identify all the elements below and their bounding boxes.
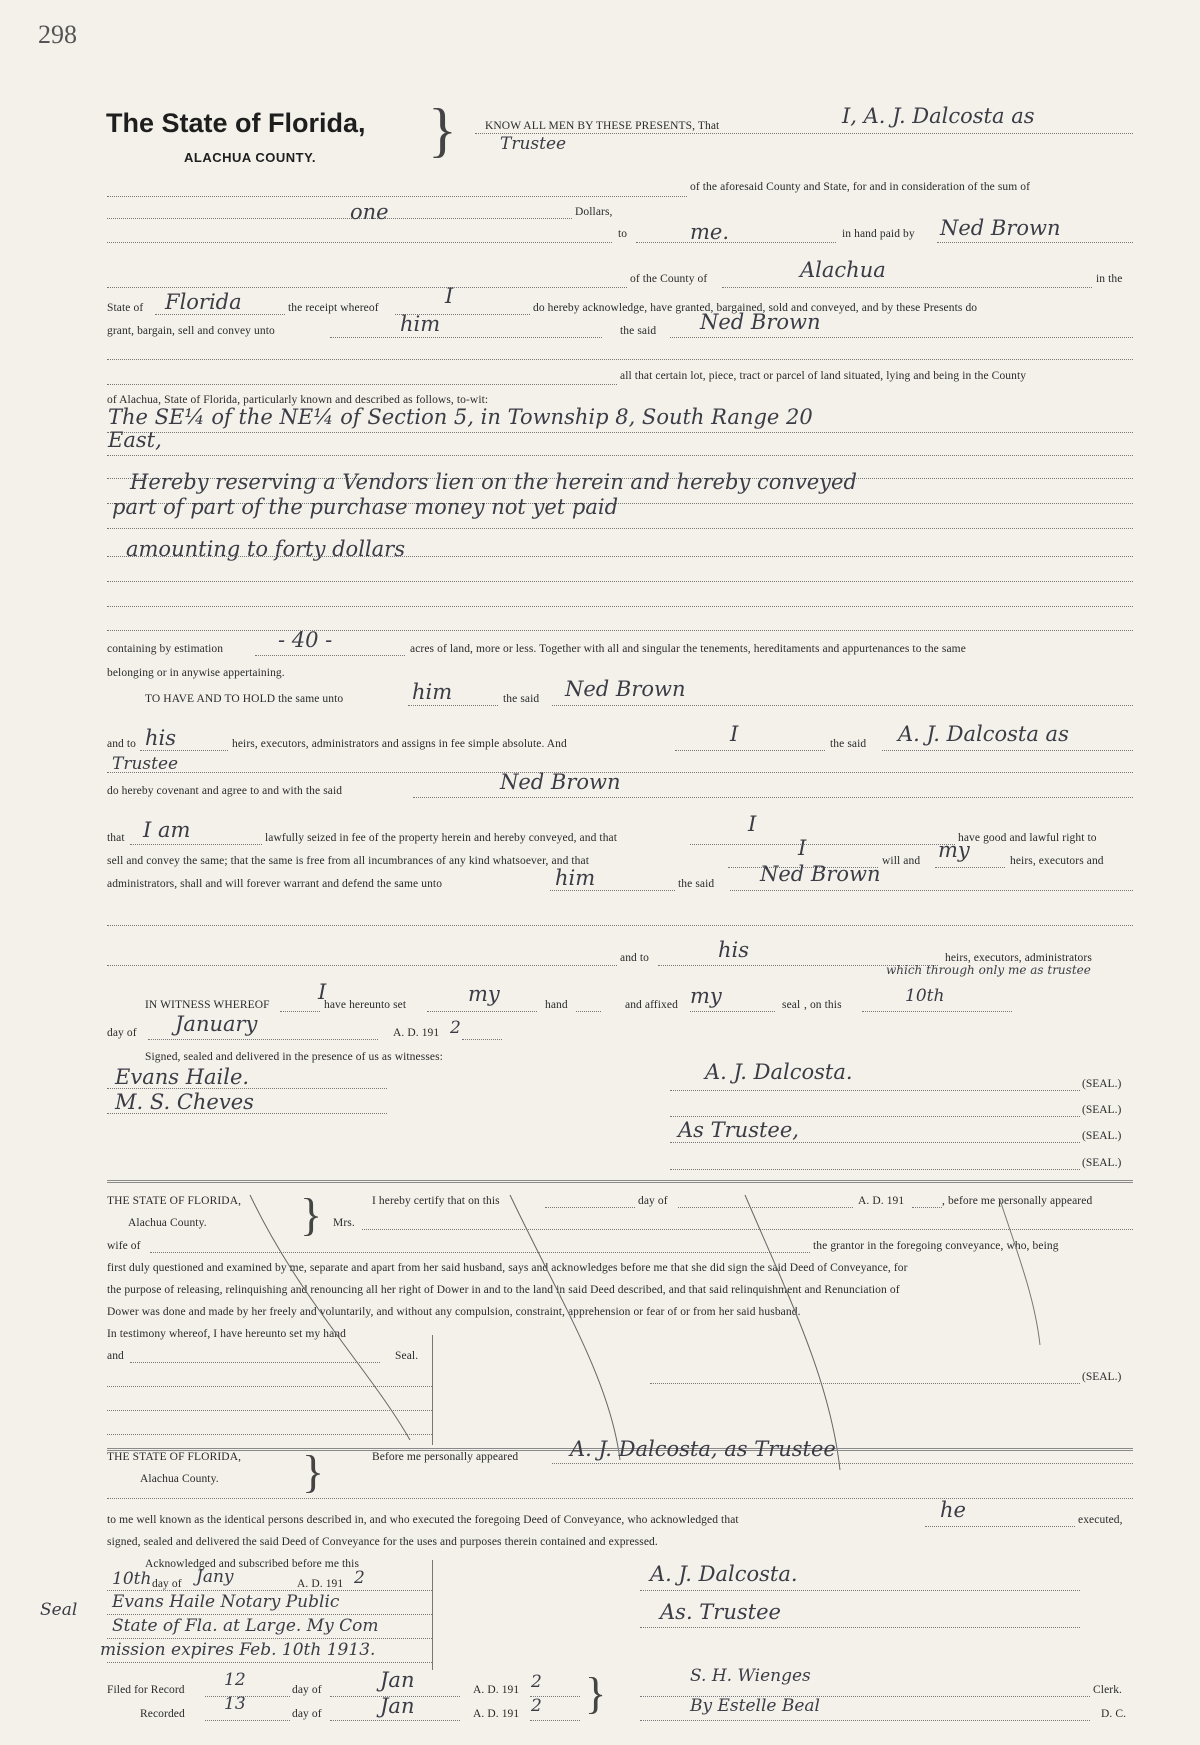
record-filed-month-hw: Jan	[380, 1668, 415, 1692]
grantee-pronoun-hw: him	[400, 312, 441, 336]
description-hw-4: part of part of the purchase money not yet paid	[112, 495, 619, 519]
affixed-hw: my	[690, 984, 722, 1008]
receipt-hw: I	[445, 284, 454, 308]
heirs-exec-2-text: heirs, executors, administrators	[945, 952, 1092, 964]
of-alachua-text: of Alachua, State of Florida, particularly known and described as follows, to-wit:	[107, 394, 489, 406]
ack-acknowledged: Acknowledged and subscribed before me this	[145, 1558, 360, 1570]
county-hw: Alachua	[800, 258, 886, 282]
notary-hw-1: Evans Haile Notary Public	[112, 1592, 340, 1612]
record-filed-day-of: day of	[292, 1684, 322, 1696]
record-filed-year-hw: 2	[531, 1672, 542, 1692]
heirs-text: heirs, executors, administrators and assigns in fee simple absolute. And	[232, 738, 567, 750]
state-title: The State of Florida,	[106, 108, 366, 138]
the-said-label: the said	[620, 325, 657, 337]
dower-state: THE STATE OF FLORIDA,	[107, 1195, 242, 1207]
admin-name-hw: Ned Brown	[760, 862, 881, 886]
description-hw-1: The SE¼ of the NE¼ of Section 5, in Township 8, South Range 20	[108, 405, 813, 429]
grantee-hw: Ned Brown	[700, 310, 821, 334]
deed-intro: KNOW ALL MEN BY THESE PRESENTS, That	[485, 120, 720, 132]
dower-line-1: first duly questioned and examined by me, separate and apart from her said husband, says and acknowledges before me that she did sign the said Deed of Conveyance, for	[107, 1262, 908, 1274]
assigns-hw: which through only me as trustee	[886, 963, 1091, 977]
record-rec-day-hw: 13	[224, 1694, 246, 1714]
record-rec-day-of: day of	[292, 1708, 322, 1720]
dower-grantor: the grantor in the foregoing conveyance, who, being	[813, 1240, 1059, 1252]
and-affixed-label: and affixed	[625, 999, 678, 1011]
ack-month-hw: Jany	[196, 1567, 234, 1587]
record-filed-ad: A. D. 191	[473, 1684, 520, 1696]
have-set-label: have hereunto set	[324, 999, 407, 1011]
do-hereby-text: do hereby acknowledge, have granted, bargained, sold and conveyed, and by these Presents do	[533, 302, 978, 314]
have-said-label: the said	[503, 693, 540, 705]
to-hw: me.	[690, 220, 730, 244]
seal-label-3: (SEAL.)	[1082, 1130, 1122, 1142]
description-hw-2: East,	[108, 428, 162, 452]
notary-hw-3: mission expires Feb. 10th 1913.	[100, 1640, 376, 1660]
dower-mrs: Mrs.	[333, 1217, 355, 1229]
all-that-text: all that certain lot, piece, tract or parcel of land situated, lying and being in the County	[620, 370, 1027, 382]
will-hw: my	[938, 838, 970, 862]
have-good-text: have good and lawful right to	[958, 832, 1097, 844]
witness-2-hw: M. S. Cheves	[115, 1090, 254, 1114]
containing-label: containing by estimation	[107, 643, 224, 655]
ack-line-2: signed, sealed and delivered the said Deed of Conveyance for the uses and purposes therein contained and expressed.	[107, 1536, 658, 1548]
that-label: that	[107, 832, 125, 844]
ack-year-hw: 2	[354, 1568, 365, 1588]
deed-page: 298 The State of Florida, ALACHUA COUNTY. } KNOW ALL MEN BY THESE PRESENTS, That I, A. J. Dalcosta as Trustee of the aforesaid County and State, for and in consideration of the sum of one Dollars, to me. in hand paid by Ned Brown of the County of Alachua in the State of Florida the receipt whereof I do hereby acknowledge, have granted, bargained, sold and conveyed, and by these Presents do grant, bargain, sell and convey unto him the said Ned Brown all that certain lot, piece, tract or parcel of land situated, lying and being in the County of Alachua, State of Florida, particularly known and described as follows, to-wit: The SE¼ of the NE¼ of Section 5, in Township 8, South Range 20 East, Hereby reserving a Vendors lien on the herein and hereby conveyed part of part of the purchase money not yet paid amounting to forty dollars containing by estimation - 40 - acres of land, more or less. Together with all and singular the tenements, hereditaments and appurtenances to the same belonging or in anywise appertaining. TO HAVE AND TO HOLD the same unto him the said Ned Brown and to his heirs, executors, administrators and assigns in fee simple absolute. And I the said A. J. Dalcosta as Trustee do hereby covenant and agree to and with the said Ned Brown that I am lawfully seized in fee of the property herein and hereby conveyed, and that I have good and lawful right to sell and convey the same; that the same is free from all incumbrances of any kind whatsoever, and that I will and my heirs, executors and administrators, shall and will forever warrant and defend the same unto him the said Ned Brown and to his heirs, executors, administrators which through only me as trustee IN WITNESS WHEREOF I have hereunto set my hand and affixed my seal , on this 10th day of January A. D. 191 2 Signed, sealed and delivered in the presence of us as witnesses: Evans Haile. M. S. Cheves A. J. Dalcosta. (SEAL.) (SEAL.) As Trustee, (SEAL.) (SEAL.) THE STATE OF FLORIDA, Alachua County. } I hereby certify that on this day of A. D. 191 , before me personally appeared Mrs. wife of the grantor in the foregoing conveyance, who, being first duly questioned and examined by me, separate and apart from her said husband, says and acknowledges before me that she did sign the said Deed of Conveyance, for the purpose of releasing, relinquishing and renouncing all her right of Dower in and to the land in said Deed described, and that said relinquishment and Renunciation of Dower was done and made by her freely and voluntarily, and without any compulsion, constraint, apprehension or fear of or from her said husband. In testimony whereof, I have hereunto set my hand and Seal. (SEAL.) THE STATE OF FLORIDA, Alachua County. } Before me personally appeared A. J. Dalcosta, as Trustee to me well known as the identical persons described in, and who executed the foregoing Deed of Conveyance, who acknowledged that he executed, signed, sealed and delivered the said Deed of Conveyance for the uses and purposes therein contained and expressed. Acknowledged and subscribed before me this 10th day of Jany A. D. 191 2 Evans Haile Notary Public State of Fla. at Large. My Com mission expires Feb. 10th 1913. Seal A. J. Dalcosta. As. Trustee Filed for Record 12 day of Jan A. D. 191 2 S. H. Wienges Clerk. Recorded 13 day of Jan A. D. 191 2 } By Estelle Beal D. C.	[0, 0, 1200, 1745]
ack-day-of: day of	[152, 1578, 182, 1590]
hand-paid-by-label: in hand paid by	[842, 228, 915, 240]
covenant-hw: Ned Brown	[500, 770, 621, 794]
witness-1-hw: Evans Haile.	[115, 1065, 250, 1089]
ack-before: Before me personally appeared	[372, 1451, 519, 1463]
seal-on-label: seal	[782, 999, 801, 1011]
record-recorded: Recorded	[140, 1708, 185, 1720]
signature-1-hw: A. J. Dalcosta.	[705, 1060, 853, 1084]
county-title: ALACHUA COUNTY.	[184, 150, 316, 165]
admin-hw: him	[555, 866, 596, 890]
grantor-hw: I, A. J. Dalcosta as	[842, 104, 1035, 128]
dower-ad: A. D. 191	[858, 1195, 905, 1207]
ack-county: Alachua County.	[140, 1473, 219, 1485]
and-to-2-label: and to	[620, 952, 650, 964]
dower-seal-label: (SEAL.)	[1082, 1371, 1122, 1383]
and-to-label: and to	[107, 738, 137, 750]
record-filed-day-hw: 12	[224, 1670, 246, 1690]
ack-before-hw: A. J. Dalcosta, as Trustee	[570, 1437, 836, 1461]
notary-hw-2: State of Fla. at Large. My Com	[112, 1616, 379, 1636]
sum-hw: one	[350, 200, 389, 224]
record-clerk: Clerk.	[1093, 1684, 1123, 1696]
record-rec-year-hw: 2	[531, 1696, 542, 1716]
seal-label-4: (SEAL.)	[1082, 1157, 1122, 1169]
witness-hw: I	[318, 980, 327, 1004]
acres-text: acres of land, more or less. Together with all and singular the tenements, hereditaments and appurtenances to the same	[410, 643, 966, 655]
ack-executed: executed,	[1078, 1514, 1123, 1526]
day-of-label: day of	[107, 1027, 137, 1039]
dower-county: Alachua County.	[128, 1217, 207, 1229]
that-hw: I am	[143, 818, 191, 842]
signed-text: Signed, sealed and delivered in the presence of us as witnesses:	[145, 1051, 443, 1063]
acres-hw: - 40 -	[278, 628, 333, 652]
ack-signature-1-hw: A. J. Dalcosta.	[650, 1562, 798, 1586]
admin-text: administrators, shall and will forever warrant and defend the same unto	[107, 878, 443, 890]
to-have-text: TO HAVE AND TO HOLD the same unto	[145, 693, 344, 705]
record-filed: Filed for Record	[107, 1684, 185, 1696]
witness-label: IN WITNESS WHEREOF	[145, 999, 270, 1011]
dower-testimony: In testimony whereof, I have hereunto set my hand	[107, 1328, 346, 1340]
will-and-label: will and	[882, 855, 921, 867]
ad-label: A. D. 191	[393, 1027, 440, 1039]
in-the-label: in the	[1096, 273, 1123, 285]
lawfully-hw: I	[748, 812, 757, 836]
ack-line-1: to me well known as the identical persons described in, and who executed the foregoing Deed of Conveyance, who acknowledged that	[107, 1514, 739, 1526]
seal-label-2: (SEAL.)	[1082, 1104, 1122, 1116]
seal-label-1: (SEAL.)	[1082, 1078, 1122, 1090]
record-dc: D. C.	[1101, 1708, 1127, 1720]
on-this-label: , on this	[804, 999, 842, 1011]
dower-before-me: , before me personally appeared	[942, 1195, 1093, 1207]
dower-wife-of: wife of	[107, 1240, 141, 1252]
signature-2-hw: As Trustee,	[678, 1118, 799, 1142]
dower-line-2: the purpose of releasing, relinquishing and renouncing all her right of Dower in and to the land in said Deed described, and that said relinquishment and Renunciation of	[107, 1284, 900, 1296]
dower-and: and	[107, 1350, 124, 1362]
belonging-text: belonging or in anywise appertaining.	[107, 667, 285, 679]
sell-hw: I	[798, 836, 807, 860]
notary-seal-hw: Seal	[40, 1600, 78, 1620]
year-hw: 2	[450, 1018, 461, 1038]
dower-seal: Seal.	[395, 1350, 419, 1362]
grantor-hw-2: Trustee	[500, 134, 567, 154]
to-label: to	[618, 228, 628, 240]
dower-line-3: Dower was done and made by her freely and voluntarily, and without any compulsion, constraint, apprehension or fear of or from her said husband.	[107, 1306, 801, 1318]
page-number: 298	[38, 20, 77, 49]
paid-by-hw: Ned Brown	[940, 216, 1061, 240]
ack-line-1-hw: he	[940, 1498, 966, 1522]
record-clerk-hw: S. H. Wienges	[690, 1666, 811, 1686]
record-rec-ad: A. D. 191	[473, 1708, 520, 1720]
heirs-pronoun-hw: his	[145, 726, 177, 750]
and-name-hw-2: Trustee	[112, 754, 179, 774]
covenant-text: do hereby covenant and agree to and with the said	[107, 785, 343, 797]
grant-bargain-text: grant, bargain, sell and convey unto	[107, 325, 275, 337]
have-pronoun-hw: him	[412, 680, 453, 704]
receipt-label: the receipt whereof	[288, 302, 379, 314]
ack-state: THE STATE OF FLORIDA,	[107, 1451, 242, 1463]
header-brace: }	[428, 97, 457, 163]
aforesaid-text: of the aforesaid County and State, for and in consideration of the sum of	[690, 181, 1031, 193]
lawfully-text: lawfully seized in fee of the property herein and hereby conveyed, and that	[265, 832, 618, 844]
description-hw-5: amounting to forty dollars	[126, 537, 405, 561]
record-dc-hw: By Estelle Beal	[690, 1696, 820, 1716]
ack-ad: A. D. 191	[297, 1578, 344, 1590]
and-name-hw: A. J. Dalcosta as	[898, 722, 1069, 746]
and-hw: I	[730, 722, 739, 746]
heirs-exec-text: heirs, executors and	[1010, 855, 1104, 867]
dower-certify: I hereby certify that on this	[372, 1195, 500, 1207]
dollars-label: Dollars,	[575, 206, 613, 218]
month-hw: January	[175, 1012, 258, 1036]
admin-said-label: the said	[678, 878, 715, 890]
have-name-hw: Ned Brown	[565, 677, 686, 701]
ack-signature-2-hw: As. Trustee	[660, 1600, 781, 1624]
dower-day-of: day of	[638, 1195, 668, 1207]
and-to-2-hw: his	[718, 938, 750, 962]
hand-label: hand	[545, 999, 568, 1011]
sell-convey-text: sell and convey the same; that the same is free from all incumbrances of any kind whatsoever, and that	[107, 855, 590, 867]
day-hw: 10th	[905, 986, 945, 1006]
record-rec-month-hw: Jan	[380, 1694, 415, 1718]
state-hw: Florida	[165, 290, 242, 314]
ack-day-hw: 10th	[112, 1569, 152, 1589]
state-of-label: State of	[107, 302, 144, 314]
and-said-label: the said	[830, 738, 867, 750]
description-hw-3: Hereby reserving a Vendors lien on the herein and hereby conveyed	[130, 470, 857, 494]
of-county-label: of the County of	[630, 273, 708, 285]
set-hw: my	[468, 982, 500, 1006]
